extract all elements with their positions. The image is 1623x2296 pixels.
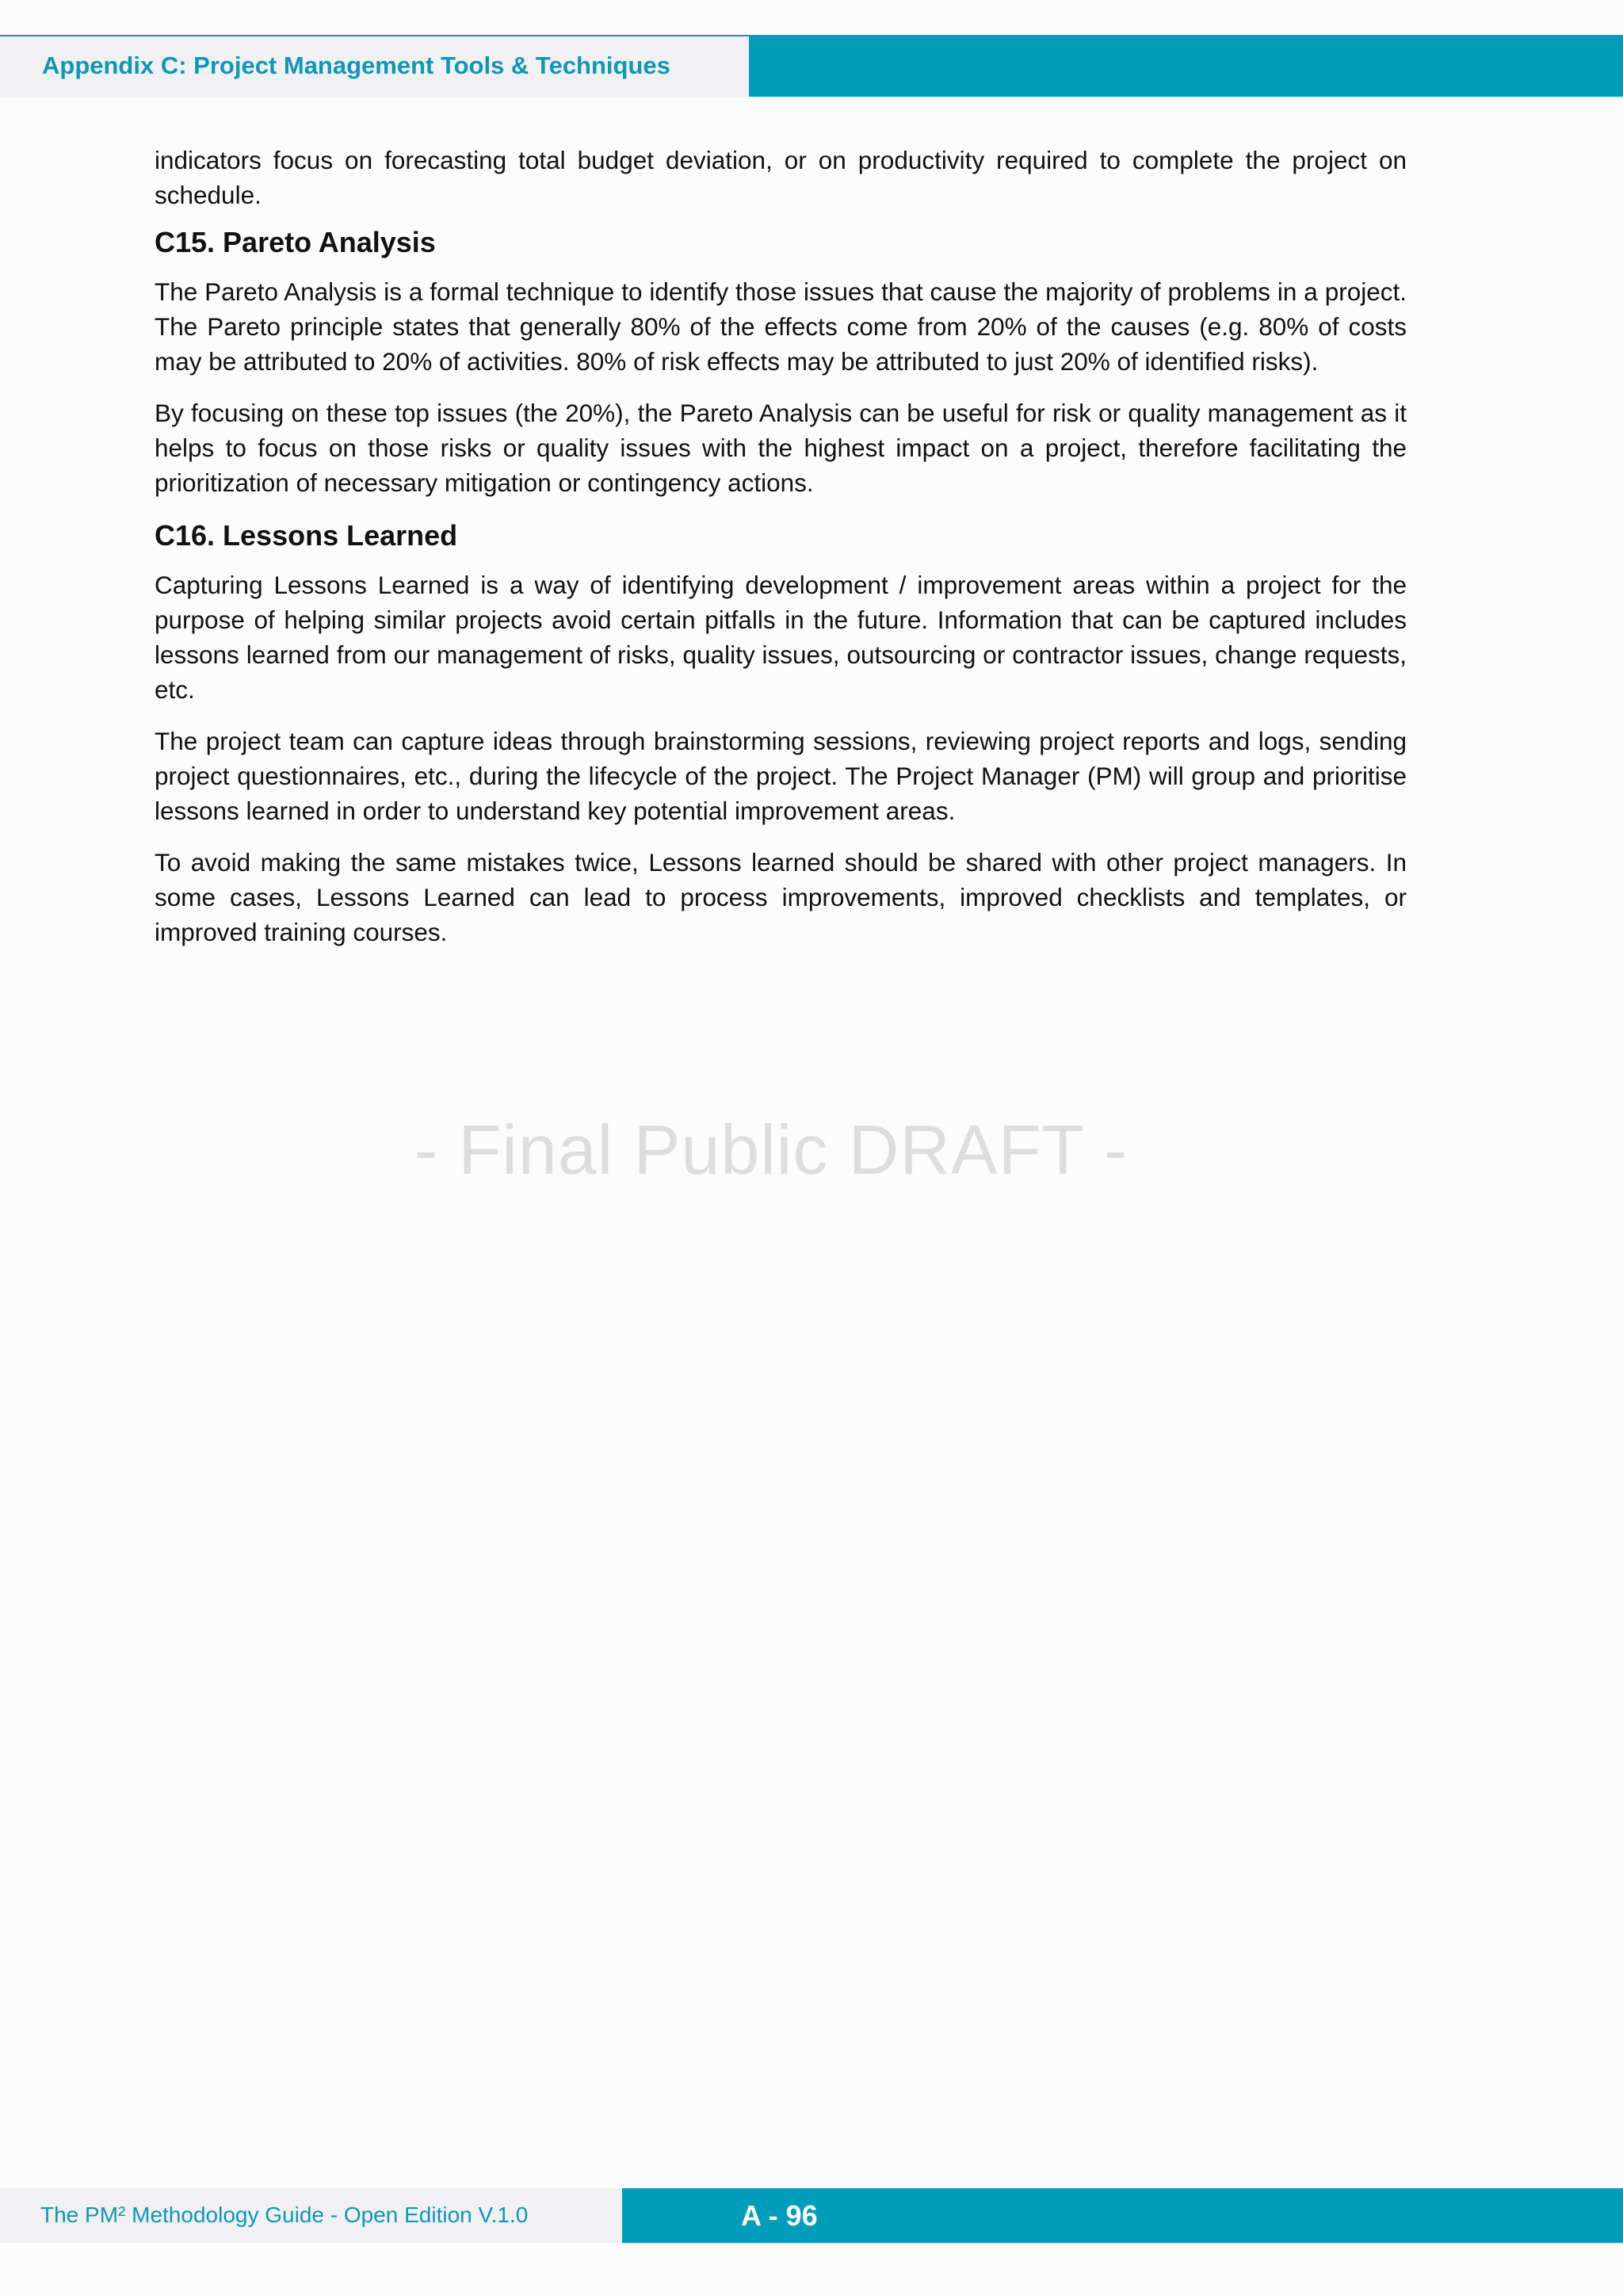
- paragraph: The project team can capture ideas through brainstorming sessions, reviewing project reports and logs, sending project questionnaires, etc., during the lifecycle of the project. The Project Manager (PM) will group and prioritise lessons learned in order to understand key potential improvement areas.: [155, 727, 1407, 825]
- document-body: [155, 143, 1407, 966]
- section-heading-pareto: C15. Pareto Analysis: [155, 226, 436, 258]
- header-accent-bar: [749, 35, 1623, 97]
- header-title: Appendix C: Project Management Tools & Techniques: [42, 52, 670, 79]
- page-header: [0, 35, 1623, 97]
- page-footer: [0, 2188, 1623, 2243]
- draft-watermark: - Final Public DRAFT -: [414, 1110, 1128, 1189]
- paragraph: The Pareto Analysis is a formal technique to identify those issues that cause the majority of problems in a project. The Pareto principle states that generally 80% of the effects come from 20% of the causes (e.g. 80% of costs may be attributed to 20% of activities. 80% of risk effects may be attributed to just 20% of identified risks).: [155, 277, 1407, 376]
- footer-guide-title: The PM² Methodology Guide - Open Edition V.1.0: [40, 2202, 529, 2227]
- paragraph: To avoid making the same mistakes twice, Lessons learned should be shared with other project managers. In some cases, Lessons Learned can lead to process improvements, improved checklists and templates, or improved training courses.: [155, 848, 1407, 946]
- section-heading-lessons-learned: C16. Lessons Learned: [155, 519, 458, 552]
- paragraph: Capturing Lessons Learned is a way of identifying development / improvement areas within a project for the purpose of helping similar projects avoid certain pitfalls in the future. Information that can be captured includes lessons learned from our management of risks, quality issues, outsourcing or contractor issues, change requests, etc.: [155, 571, 1407, 704]
- header-title-panel: [0, 35, 749, 97]
- page-number: A - 96: [741, 2199, 818, 2232]
- intro-paragraph: indicators focus on forecasting total budget deviation, or on productivity required to complete the project on schedule.: [155, 146, 1407, 209]
- footer-title-panel: [0, 2188, 622, 2243]
- paragraph: By focusing on these top issues (the 20%), the Pareto Analysis can be useful for risk or quality management as it helps to focus on those risks or quality issues with the highest impact on a project, therefore facilitating the prioritization of necessary mitigation or contingency actions.: [155, 399, 1407, 497]
- footer-accent-bar: [622, 2188, 1623, 2243]
